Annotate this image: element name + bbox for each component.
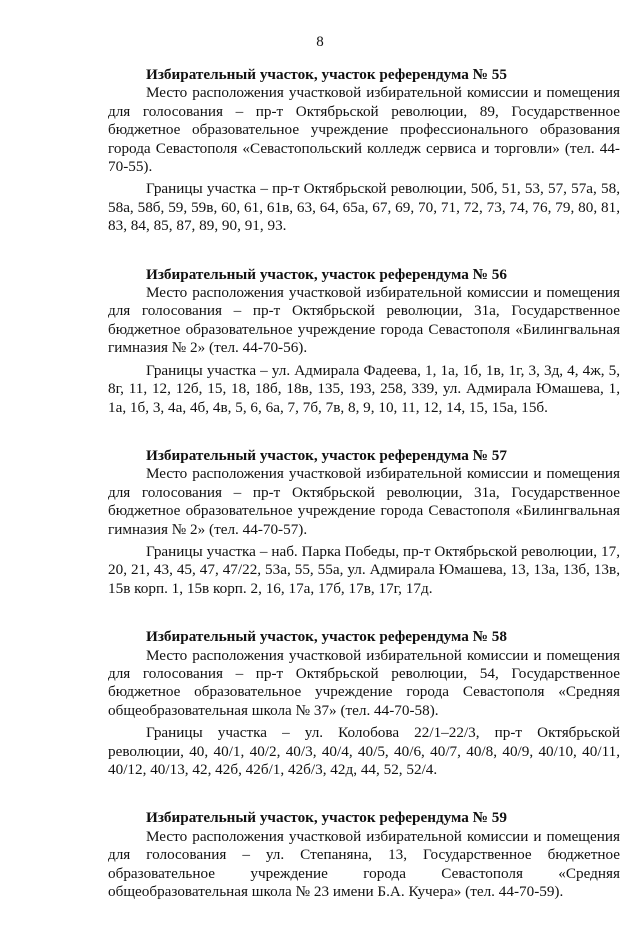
location-paragraph: Место расположения участковой избирательной комиссии и помещения для голосования – пр-т Октябрьской революции, 89, Государственное бюджетное образовательное учреждение профессионального образования города Севастополя «Севастопольский колледж сервиса и торговли» (тел. 44-70-55). <box>108 84 620 176</box>
polling-station-section <box>108 66 620 236</box>
polling-station-section <box>108 447 620 598</box>
location-paragraph: Место расположения участковой избирательной комиссии и помещения для голосования – пр-т Октябрьской революции, 31а, Государственное бюджетное образовательное учреждение города Севастополя «Билингвальная гимназия № 2» (тел. 44-70-56). <box>108 284 620 357</box>
borders-paragraph: Границы участка – ул. Колобова 22/1–22/3, пр-т Октябрьской революции, 40, 40/1, 40/2, 40/3, 40/4, 40/5, 40/6, 40/7, 40/8, 40/9, 40/10, 40/11, 40/12, 40/13, 42, 42б, 42б/1, 42б/3, 42д, 44, 52, 52/4. <box>108 724 620 778</box>
location-paragraph: Место расположения участковой избирательной комиссии и помещения для голосования – пр-т Октябрьской революции, 54, Государственное бюджетное образовательное учреждение города Севастополя «Средняя общеобразовательная школа № 37» (тел. 44-70-58). <box>108 646 620 719</box>
borders-paragraph: Границы участка – наб. Парка Победы, пр-т Октябрьской революции, 17, 20, 21, 43, 45, 47, 47/22, 53а, 55, 55а, ул. Адмирала Юмашева, 13, 13а, 13б, 13в, 15в корп. 1, 15в корп. 2, 16, 17а, 17б, 17в, 17г, 17д. <box>108 542 620 597</box>
polling-station-section <box>108 809 620 901</box>
location-paragraph: Место расположения участковой избирательной комиссии и помещения для голосования – ул. Степаняна, 13, Государственное бюджетное образовательное учреждение города Севастополя «Средняя общеобразовательная школа № 23 имени Б.А. Кучера» (тел. 44-70-59). <box>108 827 620 901</box>
section-heading: Избирательный участок, участок референдума № 58 <box>146 628 507 646</box>
document-body <box>108 66 620 931</box>
polling-station-section <box>108 628 620 779</box>
section-heading: Избирательный участок, участок референдума № 59 <box>146 809 507 827</box>
borders-paragraph: Границы участка – ул. Адмирала Фадеева, 1, 1а, 1б, 1в, 1г, 3, 3д, 4, 4ж, 5, 8г, 11, 12, 12б, 15, 18, 18б, 18в, 135, 193, 258, 339, ул. Адмирала Юмашева, 1, 1а, 1б, 3, 4а, 4б, 4в, 5, 6, 6а, 7, 7б, 7в, 8, 9, 10, 11, 12, 14, 15, 15а, 15б. <box>108 361 620 416</box>
section-heading: Избирательный участок, участок референдума № 55 <box>146 66 507 83</box>
section-heading: Избирательный участок, участок референдума № 56 <box>146 265 507 283</box>
location-paragraph: Место расположения участковой избирательной комиссии и помещения для голосования – пр-т Октябрьской революции, 31а, Государственное бюджетное образовательное учреждение города Севастополя «Билингвальная гимназия № 2» (тел. 44-70-57). <box>108 465 620 538</box>
section-heading: Избирательный участок, участок референдума № 57 <box>146 446 507 464</box>
polling-station-section <box>108 266 620 417</box>
page-number: 8 <box>316 34 324 50</box>
borders-paragraph: Границы участка – пр-т Октябрьской революции, 50б, 51, 53, 57, 57а, 58, 58а, 58б, 59, 59в, 60, 61, 61в, 63, 64, 65а, 67, 69, 70, 71, 72, 73, 74, 76, 79, 80, 81, 83, 84, 85, 87, 89, 90, 91, 93. <box>108 180 620 235</box>
